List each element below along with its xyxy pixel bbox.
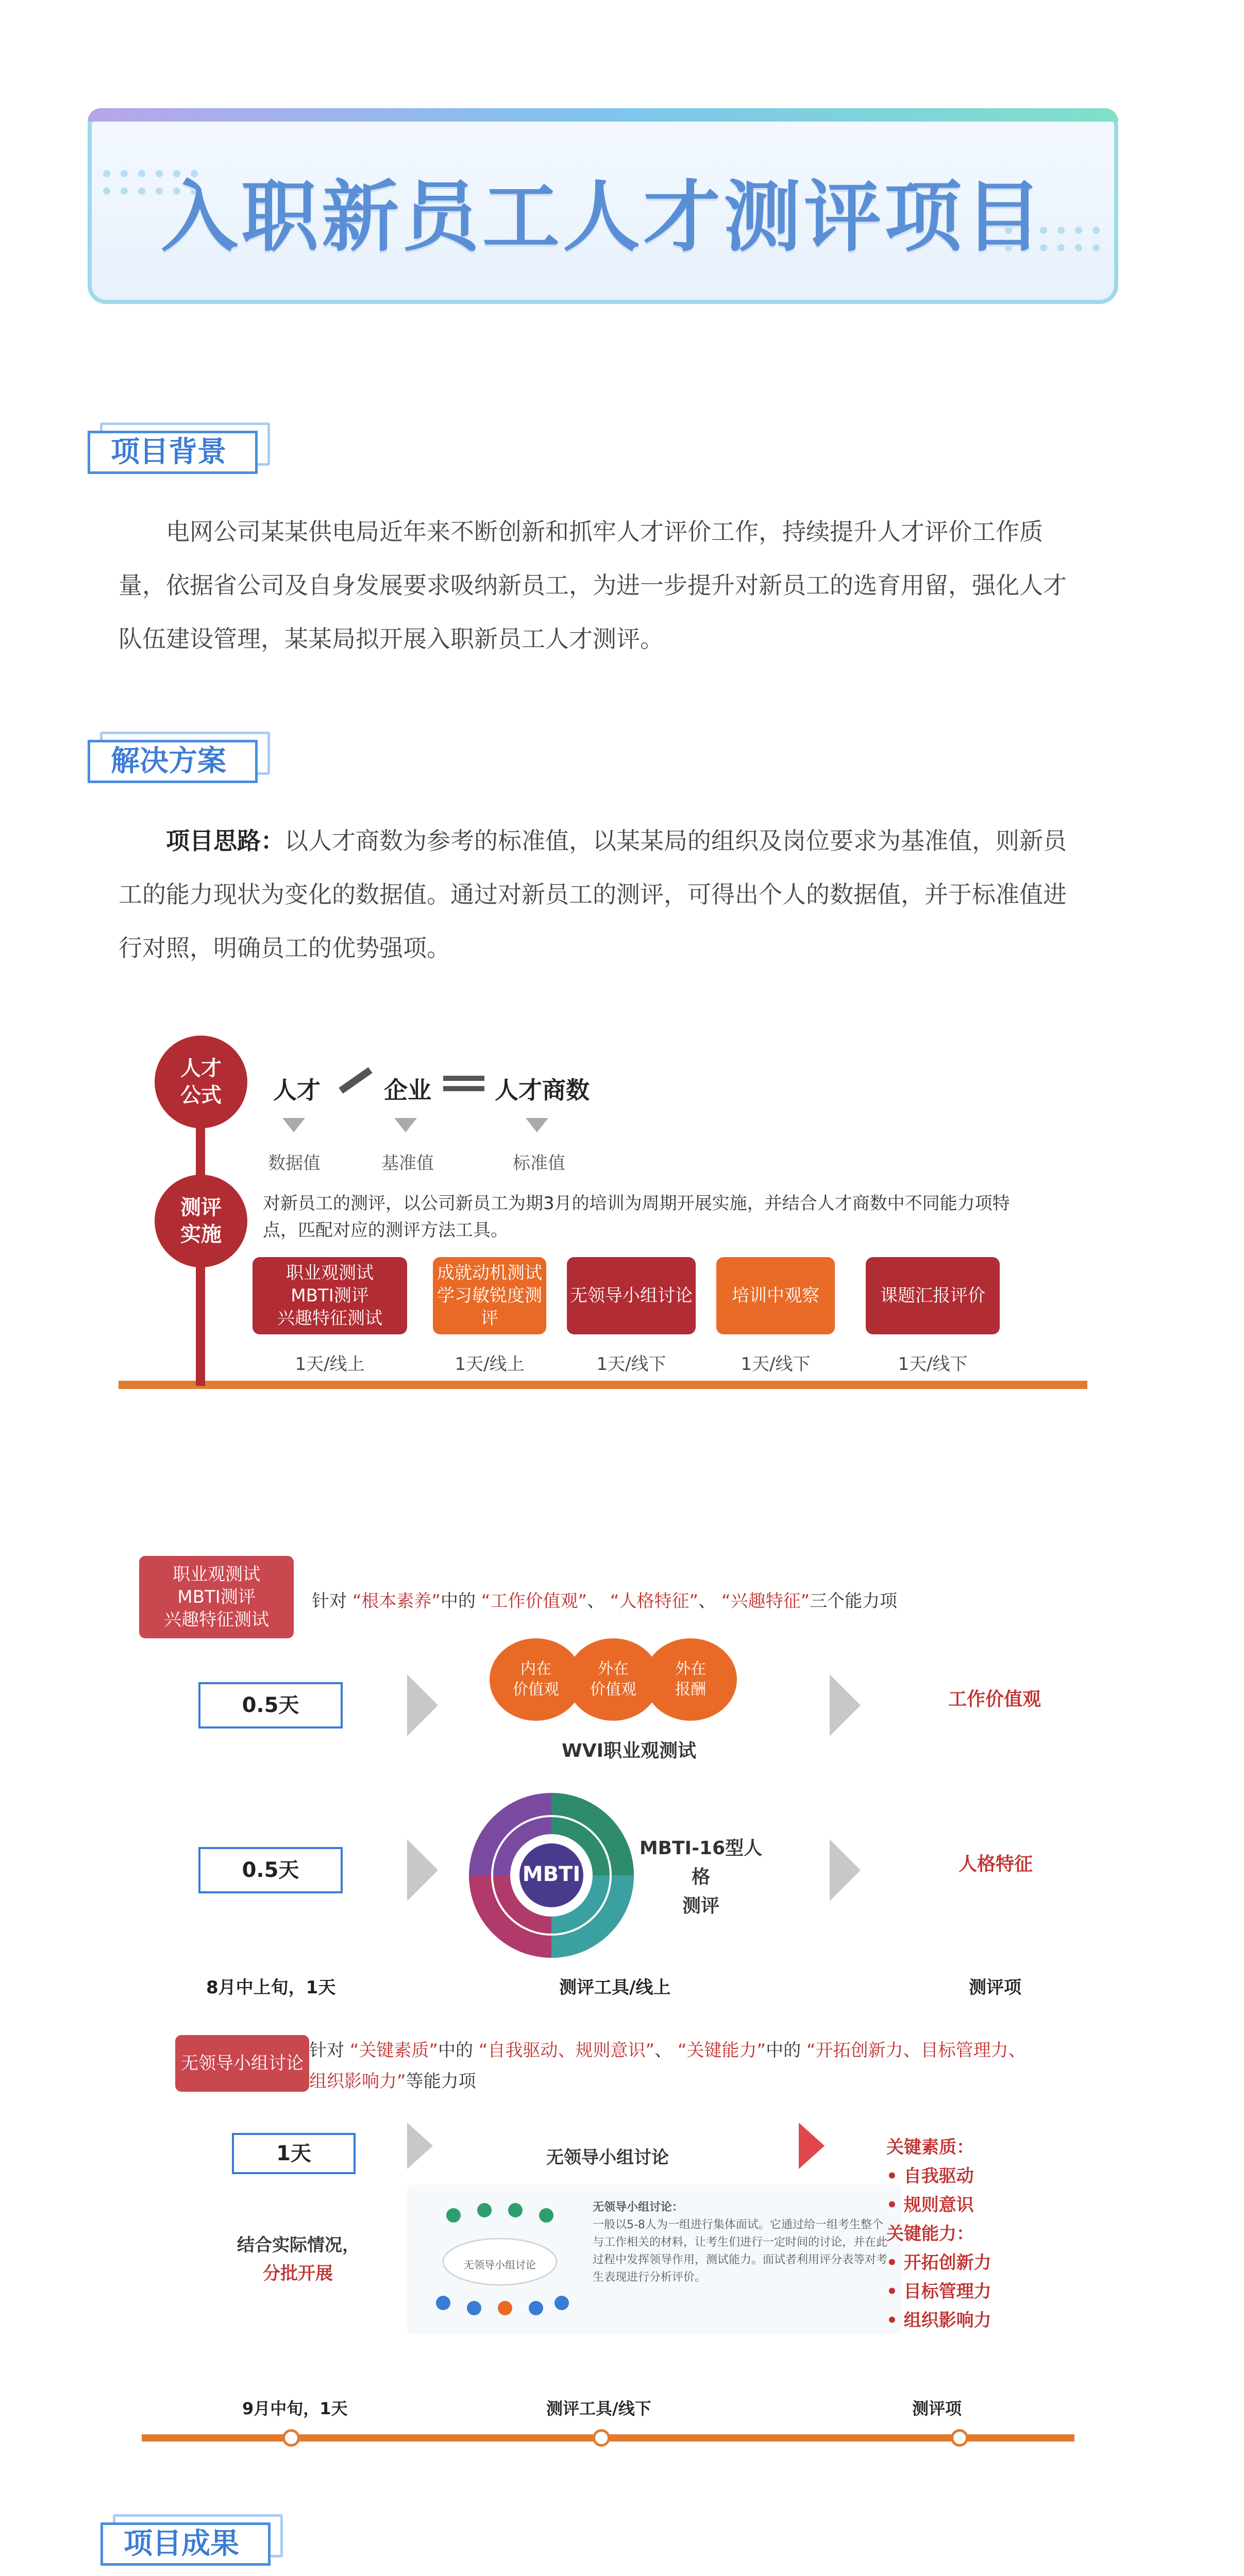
duration-box-2: 0.5天: [198, 1847, 343, 1893]
arrow-down-3: [526, 1118, 548, 1132]
method-box-3: 无领导小组讨论: [567, 1257, 696, 1334]
timeline2-item: 测评项: [912, 2399, 962, 2418]
offline-test-tag: 无领导小组讨论: [175, 2035, 309, 2092]
lgd-card: [407, 2184, 902, 2334]
arrow-down-1: [282, 1118, 305, 1132]
lgd-card-title: 无领导小组讨论：: [593, 2201, 684, 2214]
key-quality-heading: 关键素质：: [886, 2137, 974, 2158]
combine-text-1: 结合实际情况，: [237, 2235, 360, 2256]
key-ability-heading: 关键能力：: [886, 2224, 974, 2244]
title-banner-stripe: [88, 108, 1118, 122]
wvi-oval-2: 外在 价值观: [567, 1638, 660, 1721]
solution-lead: 项目思路：: [166, 827, 284, 855]
value-standard: 标准值: [513, 1153, 565, 1174]
process-arrow-5: [407, 2123, 433, 2169]
formula-term-company: 企业: [384, 1076, 431, 1104]
wvi-oval-1: 内在 价值观: [490, 1638, 582, 1721]
section-heading-results: 项目成果: [100, 2514, 286, 2566]
duration-box-3: 1天: [232, 2133, 356, 2174]
process-arrow-6: [799, 2123, 825, 2169]
lgd-card-body: 一般以5-8人为一组进行集体面试。它通过给一组考生整个与工作相关的材料，让考生们进行一定时间的讨论，并在此过程中发挥领导作用，测试能力。面试者利用评分表等对考生表现进行分析评价。: [593, 2218, 888, 2284]
value-data: 数据值: [268, 1153, 321, 1174]
timeline2-time: 9月中旬，1天: [242, 2399, 348, 2418]
process-arrow-1: [407, 1674, 438, 1736]
timeline-dot-3: [951, 2429, 968, 2447]
solution-text: 以人才商数为参考的标准值，以某某局的组织及岗位要求为基准值，则新员工的能力现状为变化的数据值。通过对新员工的测评，可得出个人的数据值，并于标准值进行对照，明确员工的优势强项。: [119, 827, 1067, 962]
section-heading-solution: 解决方案: [88, 732, 273, 783]
divide-sign: [339, 1067, 372, 1094]
result-work-values: 工作价值观: [948, 1689, 1041, 1710]
formula-circle: 人才 公式: [155, 1036, 247, 1128]
online-test-tag: 职业观测试 MBTI测评 兴趣特征测试: [139, 1556, 294, 1638]
method-box-2: 成就动机测试 学习敏锐度测评: [433, 1257, 546, 1334]
lgd-card-center: 无领导小组讨论: [464, 2259, 536, 2271]
process-arrow-2: [830, 1674, 861, 1736]
background-paragraph: 电网公司某某供电局近年来不断创新和抓牢人才评价工作，持续提升人才评价工作质量，依据省公司及自身发展要求吸纳新员工，为进一步提升对新员工的选育用留，强化人才队伍建设管理，某某局拟开展入职新员工人才测评。: [119, 518, 1067, 653]
timeline2-tool: 测评工具/线下: [546, 2399, 651, 2418]
method-box-1: 职业观测试 MBTI测评 兴趣特征测试: [253, 1257, 407, 1334]
implementation-circle: 测评 实施: [155, 1175, 247, 1267]
equals-sign-bottom: [443, 1086, 484, 1091]
key-ability-item-1: • 开拓创新力: [886, 2252, 991, 2273]
section-heading-background: 项目背景: [88, 422, 273, 474]
key-ability-item-2: • 目标管理力: [886, 2281, 991, 2302]
formula-baseline: [119, 1381, 1087, 1389]
arrow-down-2: [394, 1118, 417, 1132]
duration-box-1: 0.5天: [198, 1682, 343, 1728]
method-time-1: 1天/线上: [295, 1354, 365, 1375]
wvi-label: WVI职业观测试: [562, 1740, 696, 1761]
combine-text-2: 分批开展: [263, 2263, 333, 2284]
method-time-5: 1天/线下: [898, 1354, 968, 1375]
lgd-card-text: [593, 2199, 892, 2286]
result-personality: 人格特征: [959, 1854, 1033, 1875]
timeline1-time: 8月中上旬，1天: [206, 1977, 336, 1998]
online-target-text: 针对 “根本素养”中的 “工作价值观”、 “人格特征”、 “兴趣特征”三个能力项: [312, 1591, 898, 1612]
timeline-dot-2: [593, 2429, 610, 2447]
method-time-3: 1天/线下: [596, 1354, 666, 1375]
key-ability-item-3: • 组织影响力: [886, 2310, 991, 2331]
key-items-list: [886, 2133, 1092, 2335]
wvi-oval-3: 外在 报酬: [644, 1638, 737, 1721]
mbti-label: MBTI-16型人格 测评: [639, 1838, 763, 1917]
lgd-label: 无领导小组讨论: [546, 2147, 669, 2168]
process-arrow-4: [830, 1839, 861, 1901]
method-box-4: 培训中观察: [716, 1257, 835, 1334]
timeline1-item: 测评项: [969, 1977, 1021, 1998]
key-quality-item-2: • 规则意识: [886, 2195, 974, 2215]
method-box-5: 课题汇报评价: [866, 1257, 1000, 1334]
offline-target-text: 针对 “关键素质”中的 “自我驱动、规则意识”、 “关键能力”中的 “开拓创新力、目标管理力、组织影响力”等能力项: [309, 2040, 1026, 2092]
solution-paragraph: [119, 814, 1087, 975]
formula-term-talent: 人才: [273, 1076, 321, 1104]
method-time-4: 1天/线下: [741, 1354, 811, 1375]
mbti-center-label: MBTI: [522, 1862, 581, 1886]
value-baseline: 基准值: [381, 1153, 434, 1174]
timeline-dot-1: [282, 2429, 300, 2447]
page-title: 入职新员工人才测评项目: [160, 173, 1045, 262]
key-quality-item-1: • 自我驱动: [886, 2166, 974, 2187]
formula-term-quotient: 人才商数: [495, 1076, 590, 1104]
process-arrow-3: [407, 1839, 438, 1901]
equals-sign-top: [443, 1076, 484, 1081]
timeline1-tool: 测评工具/线上: [559, 1977, 671, 1998]
implementation-description: 对新员工的测评，以公司新员工为期3月的培训为周期开展实施，并结合人才商数中不同能力项特点，匹配对应的测评方法工具。: [263, 1193, 1010, 1241]
method-time-2: 1天/线上: [455, 1354, 525, 1375]
